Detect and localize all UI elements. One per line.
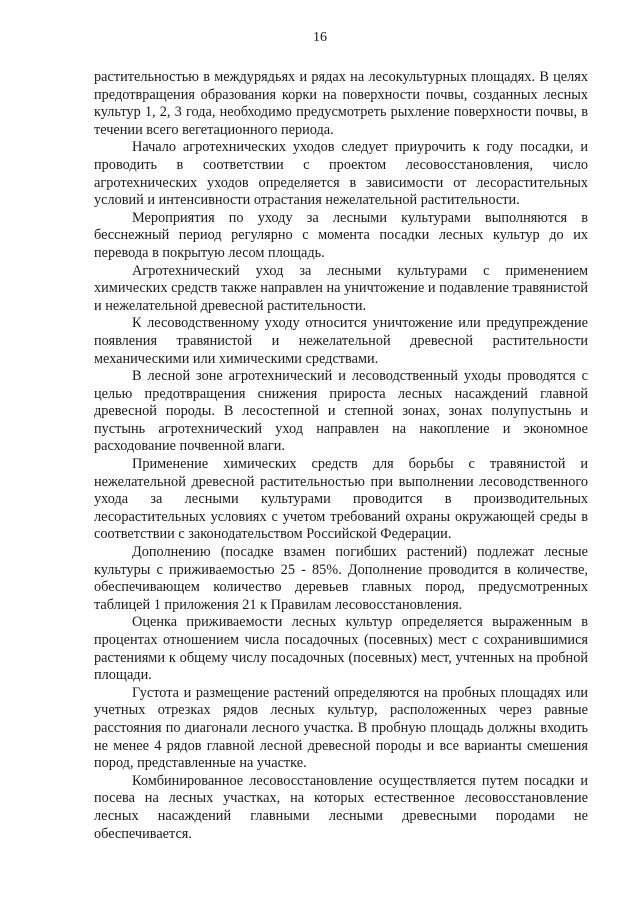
paragraph: Мероприятия по уходу за лесными культурами выполняются в бесснежный период регулярно с момента посадки лесных культур до их перевода в покрытую лесом площадь.: [94, 209, 588, 261]
paragraph: Оценка приживаемости лесных культур определяется выраженным в процентах отношением числа посадочных (посевных) мест с сохранившимися растениями к общему числу посадочных (посевных) мест, учтенных на пробной площади.: [94, 614, 588, 684]
paragraph: Комбинированное лесовосстановление осуществляется путем посадки и посева на лесных участках, на которых естественное лесовосстановление лесных насаждений главными лесными древесными породами не обеспечивается.: [94, 772, 588, 842]
document-body: [94, 69, 588, 843]
paragraph: К лесоводственному уходу относится уничтожение или предупреждение появления травянистой и нежелательной древесной растительности механическими или химическими средствами.: [94, 315, 588, 367]
page-number: 16: [313, 30, 327, 45]
paragraph: Густота и размещение растений определяются на пробных площадях или учетных отрезках рядов лесных культур, расположенных через равные расстояния по диагонали лесного участка. В пробную площадь должны входить не менее 4 рядов главной лесной древесной породы и все варианты смешения пород, представленные на участке.: [94, 684, 588, 772]
paragraph: растительностью в междурядьях и рядах на лесокультурных площадях. В целях предотвращения образования корки на поверхности почвы, созданных лесных культур 1, 2, 3 года, необходимо предусмотреть рыхление поверхности почвы, в течении всего вегетационного периода.: [94, 69, 588, 138]
paragraph: Агротехнический уход за лесными культурами с применением химических средств также направлен на уничтожение и подавление травянистой и нежелательной древесной растительности.: [94, 262, 588, 314]
paragraph: Применение химических средств для борьбы с травянистой и нежелательной древесной растительностью при выполнении лесоводственного ухода за лесными культурами проводится в производительных лесорастительных условиях с учетом требований охраны окружающей среды в соответствии с законодательством Российской Федерации.: [94, 456, 588, 543]
paragraph: В лесной зоне агротехнический и лесоводственный уходы проводятся с целью предотвращения снижения прироста лесных насаждений главной древесной породы. В лесостепной и степной зонах, зонах полупустынь и пустынь агротехнический уход направлен на накопление и экономное расходование почвенной влаги.: [94, 368, 588, 455]
paragraph: Начало агротехнических уходов следует приурочить к году посадки, и проводить в соответствии с проектом лесовосстановления, число агротехнических уходов определяется в зависимости от лесорастительных условий и интенсивности отрастания нежелательной растительности.: [94, 139, 588, 209]
paragraph: Дополнению (посадке взамен погибших растений) подлежат лесные культуры с приживаемостью 25 - 85%. Дополнение проводится в количестве, обеспечивающем количество деревьев главных пород, предусмотренных таблицей 1 приложения 21 к Правилам лесовосстановления.: [94, 544, 588, 613]
